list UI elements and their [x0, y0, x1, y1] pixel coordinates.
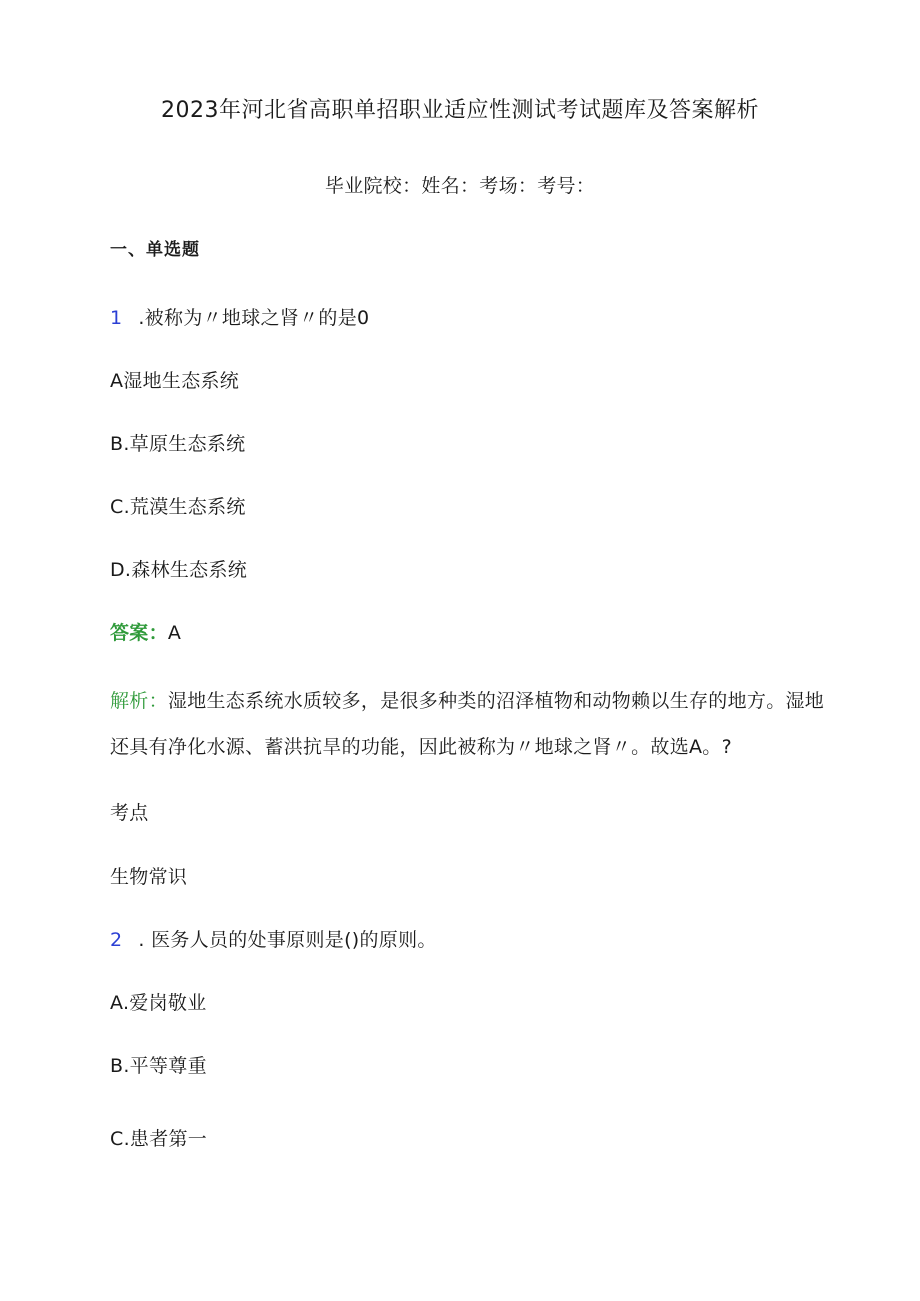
document-title: 2023年河北省高职单招职业适应性测试考试题库及答案解析: [161, 98, 759, 123]
question-stem: . 医务人员的处事原则是()的原则。: [138, 929, 437, 951]
question-number: 2: [110, 929, 123, 951]
option-c: C.荒漠生态系统: [110, 496, 246, 518]
question-number: 1: [110, 307, 123, 329]
analysis-label: 解析：: [110, 690, 168, 712]
analysis-text-1: 湿地生态系统水质较多，是很多种类的沼泽植物和动物赖以生存的地方。湿地: [167, 690, 825, 712]
option-b: B.草原生态系统: [110, 433, 246, 455]
option-b: B.平等尊重: [110, 1055, 207, 1077]
analysis-line-2: 还具有净化水源、蓄洪抗旱的功能，因此被称为〃地球之肾〃。故选A。?: [110, 736, 732, 758]
answer-label: 答案：: [110, 622, 168, 644]
option-a: A.爱岗敬业: [110, 992, 207, 1014]
exam-info-line: 毕业院校：姓名：考场：考号：: [324, 175, 596, 197]
analysis-line-1: [110, 689, 824, 713]
question-2: [110, 928, 437, 952]
answer-value: A: [167, 622, 182, 644]
section-heading: 一、单选题: [110, 240, 200, 260]
option-d: D.森林生态系统: [110, 559, 248, 581]
question-1: [110, 306, 369, 330]
option-a: A湿地生态系统: [110, 370, 240, 392]
knowledge-point-label: 考点: [110, 802, 149, 824]
knowledge-point-value: 生物常识: [110, 866, 188, 888]
option-c: C.患者第一: [110, 1128, 208, 1150]
question-stem: .被称为〃地球之肾〃的是0: [138, 307, 370, 329]
answer-line: [110, 621, 181, 645]
